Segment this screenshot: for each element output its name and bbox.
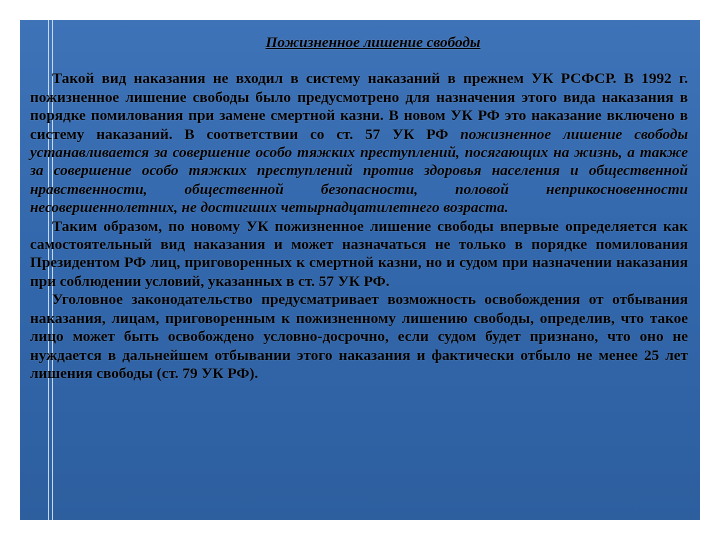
paragraph-1-italic-text: пожизненное лишение свободы устанавливается за совершение особо тяжких преступлений, посягающих на жизнь, а также за совершение особо тяжких преступлений против здоровья населения и общественной нравственности, общественной безопасности, половой неприкосновенности несовершеннолетних, не достигших четырнадцатилетнего возраста. [30, 125, 688, 217]
paragraph-3 [30, 291, 688, 383]
slide [20, 20, 700, 520]
slide-text-block [30, 34, 688, 383]
paragraph-3-text: Уголовное законодательство предусматривает возможность освобождения от отбывания наказания, лицам, приговоренным к пожизненному лишению свободы, определив, что такое лицо может быть освобождено условно-досрочно, если судом будет признано, что оно не нуждается в дальнейшем отбывании этого наказания и фактически отбыло не менее 25 лет лишения свободы (ст. 79 УК РФ). [30, 291, 688, 382]
paragraph-2 [30, 218, 688, 292]
paragraph-2-text: Таким образом, по новому УК пожизненное лишение свободы впервые определяется как самостоятельный вид наказания и может назначаться не только в порядке помилования Президентом РФ лиц, приговоренных к смертной казни, но и судом при назначении наказания при соблюдении условий, указанных в ст. 57 УК РФ. [30, 217, 688, 290]
paragraph-1 [30, 70, 688, 217]
paragraph-1-text: Такой вид наказания не входил в систему наказаний в прежнем УК РСФСР. В 1992 г. пожизненное лишение свободы было предусмотрено для назначения этого вида наказания в порядке помилования при замене смертной казни. В новом УК РФ это наказание включено в систему наказаний. В соответствии со ст. 57 УК РФ [30, 70, 688, 143]
slide-title: Пожизненное лишение свободы [265, 34, 481, 51]
